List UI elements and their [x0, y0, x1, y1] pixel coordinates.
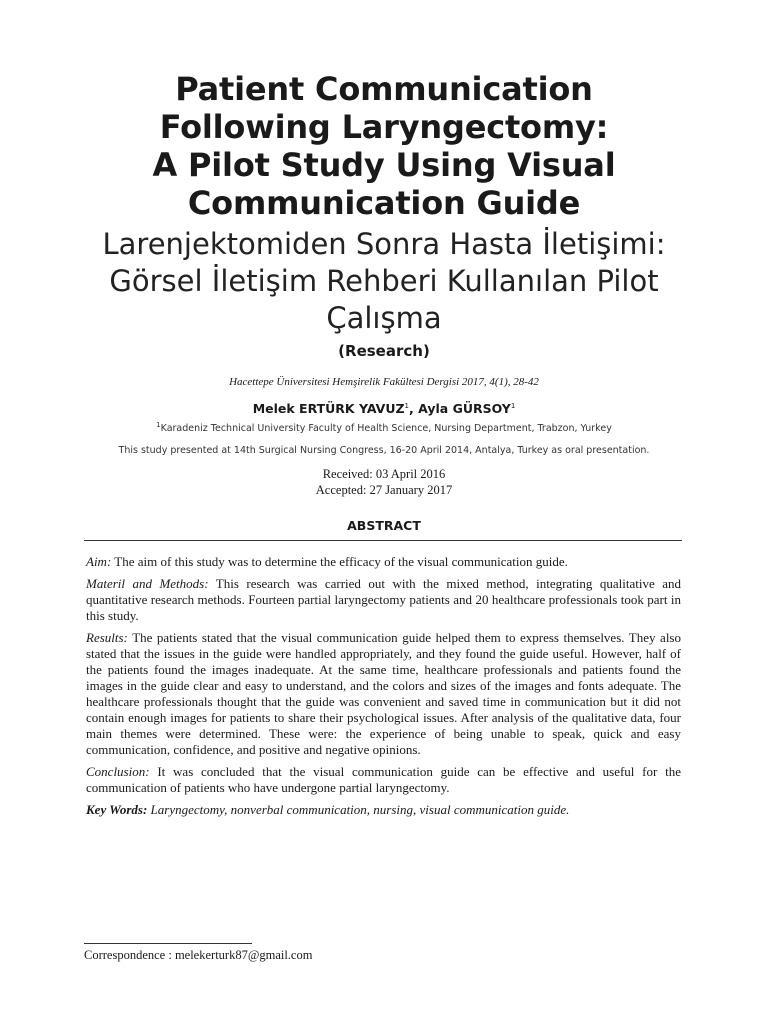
article-type: (Research) [338, 342, 430, 360]
results-text: The patients stated that the visual communication guide helped them to express themselves. They also stated that the issues in the guide were handled appropriately, and they found the guide useful. However, half of the patients found the images inadequate. At the same time, healthcare professionals and patients found the images in the guide clear and easy to understand, and the colors and sizes of the images and fonts adequate. The healthcare professionals thought that the guide was convenient and saved time in communication but it did not contain enough images for patients to share their psychological issues. After analysis of the qualitative data, four main themes were determined. These were: the experience of being unable to speak, quick and easy communication, confidence, and positive and negative opinions. [86, 630, 681, 757]
accepted-date: Accepted: 27 January 2017 [315, 483, 453, 497]
abstract-body [86, 554, 681, 824]
received-date: Received: 03 April 2016 [322, 467, 446, 481]
author-affiliation-mark: 1 [510, 401, 516, 410]
article-dates [0, 466, 768, 498]
conclusion-text: It was concluded that the visual communication guide can be effective and useful for the communication of patients who have undergone partial laryngectomy. [86, 764, 681, 795]
aim-label: Aim: [86, 554, 112, 569]
author-list [0, 401, 768, 416]
author-separator: , [409, 401, 419, 416]
keywords-text: Laryngectomy, nonverbal communication, nursing, visual communication guide. [147, 802, 570, 817]
abstract-methods [86, 576, 681, 624]
abstract-divider [84, 540, 682, 541]
affiliation-text: Karadeniz Technical University Faculty of Health Science, Nursing Department, Trabzon, Yurkey [160, 423, 612, 435]
english-title [60, 70, 708, 222]
methods-label: Materil and Methods: [86, 576, 209, 591]
author-affiliation-mark: 1 [404, 401, 410, 410]
author-name: Melek ERTÜRK YAVUZ [252, 401, 405, 416]
english-title-line: Patient Communication [175, 70, 593, 108]
abstract-heading: ABSTRACT [347, 518, 421, 533]
presentation-note: This study presented at 14th Surgical Nursing Congress, 16-20 April 2014, Antalya, Turkey as oral presentation. [118, 445, 650, 456]
affiliation-mark: 1 [156, 421, 161, 429]
correspondence-footnote: Correspondence : melekerturk87@gmail.com [84, 948, 313, 962]
footnote-divider [84, 943, 252, 944]
english-title-line: A Pilot Study Using Visual [152, 146, 616, 184]
abstract-results [86, 630, 681, 758]
methods-text: This research was carried out with the mixed method, integrating qualitative and quantitative research methods. Fourteen partial laryngectomy patients and 20 healthcare professionals took part in this study. [86, 576, 681, 623]
english-title-line: Communication Guide [187, 184, 581, 222]
turkish-title [60, 226, 708, 337]
affiliation [0, 421, 768, 434]
journal-citation: Hacettepe Üniversitesi Hemşirelik Fakültesi Dergisi 2017, 4(1), 28-42 [229, 376, 539, 388]
turkish-title-line: Larenjektomiden Sonra Hasta İletişimi: [102, 227, 666, 261]
turkish-title-line: Çalışma [326, 301, 442, 335]
abstract-aim [86, 554, 681, 570]
turkish-title-line: Görsel İletişim Rehberi Kullanılan Pilot [109, 264, 659, 298]
abstract-conclusion [86, 764, 681, 796]
english-title-line: Following Laryngectomy: [159, 108, 609, 146]
keywords-label: Key Words: [86, 802, 148, 817]
author-name: Ayla GÜRSOY [418, 401, 511, 416]
aim-text: The aim of this study was to determine the efficacy of the visual communication guide. [111, 554, 568, 569]
results-label: Results: [86, 630, 128, 645]
conclusion-label: Conclusion: [86, 764, 150, 779]
abstract-keywords [86, 802, 681, 818]
